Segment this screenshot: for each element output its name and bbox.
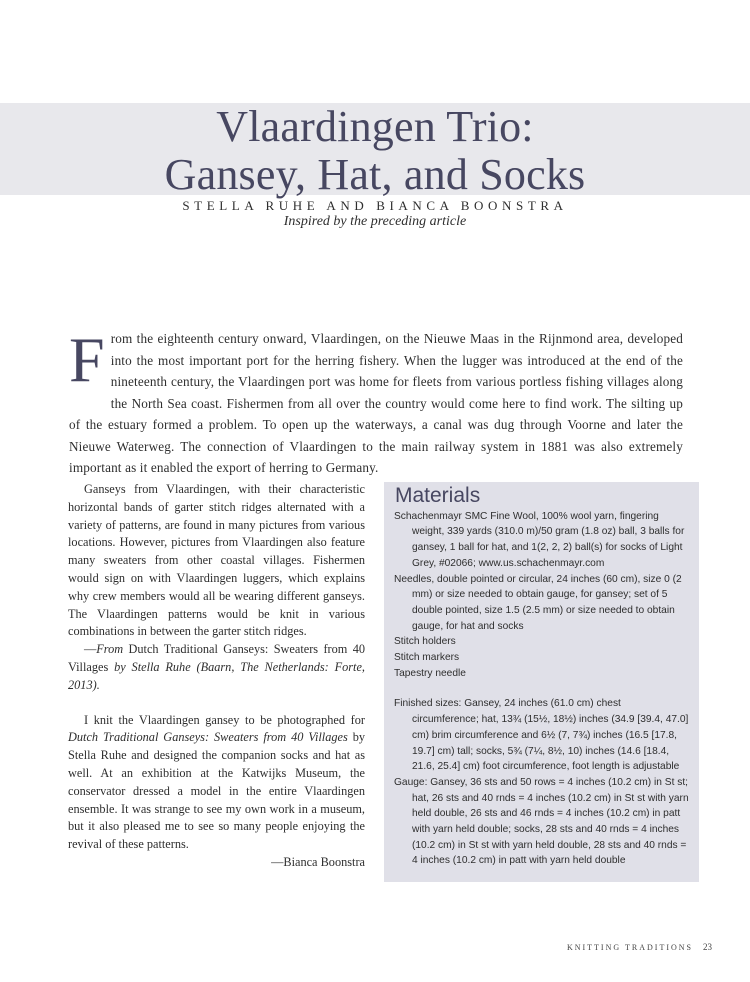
citation-from: From [96,642,124,657]
left-column [68,481,365,872]
title-line-1: Vlaardingen Trio: [216,102,534,151]
materials-item: Stitch holders [394,636,456,648]
materials-sidebar [384,482,699,882]
title-line-2: Gansey, Hat, and Socks [164,150,586,199]
body-paragraph-1: Ganseys from Vlaardingen, with their characteristic horizontal bands of garter stitch ridges alternated with a variety of patterns, are found in many pictures from various locations. However, pictures from Vlaardingen also feature many sweaters from other coastal villages. Fishermen would sign on with Vlaardingen luggers, which explains why crew members would all be wearing different ganseys. The Vlaardingen patterns would be knit in various combinations in between the garter stitch ridges. [68,482,365,639]
publication-name: KNITTING TRADITIONS [566,943,693,952]
materials-item: Tapestry needle [394,667,466,679]
gauge-info: Gauge: Gansey, 36 sts and 50 rows = 4 inches (10.2 cm) in St st; hat, 26 sts and 40 rnds = 4 inches (10.2 cm) in St st with yarn held double, 26 sts and 46 rnds = 4 inches (10.2 cm) in patt with yarn held double; socks, 28 sts and 40 rnds = 4 inches (10.2 cm) in St st with yarn held double, 28 sts and 40 rnds = 4 inches (10.2 cm) in patt with yarn held double [394,776,689,867]
materials-item: Needles, double pointed or circular, 24 inches (60 cm), size 0 (2 mm) or size needed to obtain gauge, for gansey; set of 5 double pointed, size 1.5 (2.5 mm) or size needed to obtain gauge, for hat and socks [394,573,682,632]
author-signature: —Bianca Boonstra [271,854,365,869]
citation-details: by Stella Ruhe (Baarn, The Netherlands: Forte, 2013). [68,659,365,692]
page-number: 23 [703,942,712,952]
intro-text: rom the eighteenth century onward, Vlaardingen, on the Nieuwe Maas in the Rijnmond area, developed into the most important port for the herring fishery. When the lugger was introduced at the end of the nineteenth century, the Vlaardingen port was home for fleets from various portless fishing villages along the North Sea coast. Fishermen from all over the country would come here to find work. The silting up of the estuary formed a problem. To open up the waterways, a canal was dug through Voorne and later the Nieuwe Waterweg. The connection of Vlaardingen to the main railway system in 1881 was also extremely important as it enabled the export of herring to Germany. [69,331,683,475]
intro-paragraph [69,324,683,479]
page-footer [567,942,712,952]
book-title: Dutch Traditional Ganseys: Sweaters from 40 Villages [68,730,348,745]
citation-book-title: Dutch Traditional Ganseys: Sweaters from 40 Villages [68,642,365,674]
materials-item: Schachenmayr SMC Fine Wool, 100% wool yarn, fingering weight, 339 yards (310.0 m)/50 gram (1.8 oz) ball, 3 balls for gansey, 1 ball for hat, and 1(2, 2, 2) ball(s) for socks of Light Grey, #02066; www.us.schachenmayr.com [394,510,685,569]
materials-item: Stitch markers [394,652,460,664]
finished-sizes: Finished sizes: Gansey, 24 inches (61.0 cm) chest circumference; hat, 13¾ (15½, 18½) inches (34.9 [39.4, 47.0] cm) brim circumference and 6½ (7, 7¾) inches (16.5 [17.8, 19.7] cm) tall; socks, 5¾ (7¼, 8½, 10) inches (14.6 [18.4, 21.6, 25.4] cm) foot circumference, foot length is adjustable [394,698,689,773]
authors-byline: STELLA RUHE AND BIANCA BOONSTRA [182,198,568,213]
body-paragraph-2: I knit the Vlaardingen gansey to be photographed for Dutch Traditional Ganseys: Sweaters from 40 Villages by Stella Ruhe and designed the companion socks and hat as well. At an exhibition at the Katwijks Museum, the conservator dressed a model in the entire Vlaardingen ensemble. It was strange to see my own work in a museum, but it also pleased me to see so many people enjoying the revival of these patterns. [68,712,365,852]
drop-cap: F [69,324,105,395]
article-subtitle: Inspired by the preceding article [283,214,467,229]
page-title [0,103,750,199]
book-citation [68,641,365,694]
materials-heading: Materials [395,484,481,507]
materials-spacer [394,681,689,696]
citation-dash: — [84,642,97,657]
